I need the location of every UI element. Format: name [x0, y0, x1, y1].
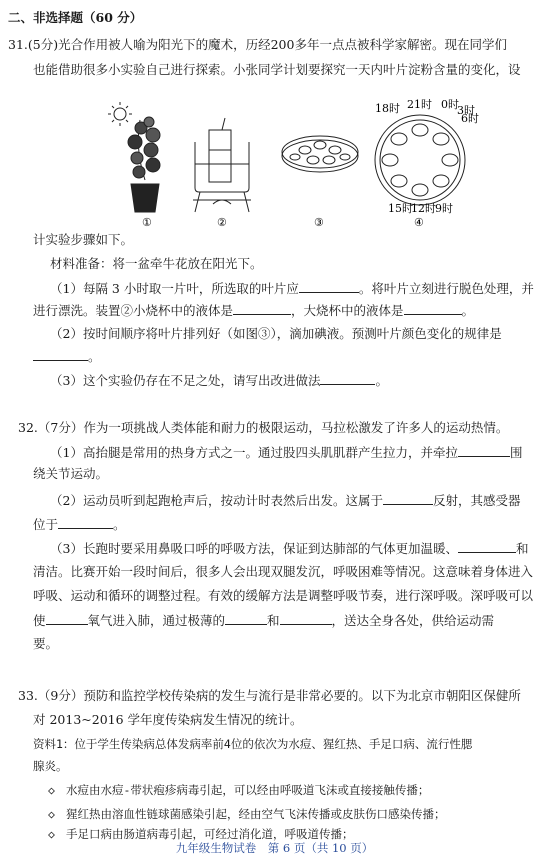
text: （2）运动员听到起跑枪声后，按动计时表然后出发。这属于 [50, 493, 383, 508]
text: ，大烧杯中的液体是 [291, 303, 404, 318]
figure-label-2: ② [217, 216, 227, 229]
diamond-bullet-icon: ◇ [48, 827, 55, 841]
time-label: 3时 [457, 104, 475, 117]
q32-part2-line1 [50, 492, 520, 509]
answer-blank[interactable] [458, 540, 516, 553]
q32-part3-line2: 清洁。比赛开始一段时间后，很多人会出现双腿发沉，呼吸困难等情况。这意味着身体进入 [33, 564, 534, 579]
time-label: 6时 [461, 112, 479, 125]
q33-line-2: 对 2013~2016 学年度传染病发生情况的统计。 [33, 712, 303, 727]
petri-dish-icon [282, 136, 358, 172]
time-label: 15时 [388, 202, 413, 215]
sun-icon [108, 102, 132, 126]
answer-blank[interactable] [320, 372, 375, 385]
text: 和 [515, 541, 529, 556]
figure-label-4: ④ [414, 216, 424, 229]
answer-blank[interactable] [280, 612, 332, 625]
time-label: 0时 [441, 98, 459, 111]
text: （1）高抬腿是常用的热身方式之一。通过股四头肌肌群产生拉力，并牵拉 [50, 445, 458, 460]
q31-part1-line2 [33, 302, 474, 319]
answer-blank[interactable] [458, 444, 510, 457]
answer-blank[interactable] [46, 612, 88, 625]
text: ，送达全身各处，供给运动需 [331, 613, 495, 628]
q33-line-1: 33.（9分）预防和监控学校传染病的发生与流行是非常必要的。以下为北京市朝阳区保健所 [18, 688, 521, 703]
page-footer: 九年级生物试卷 第 6 页（共 10 页） [175, 841, 374, 855]
experiment-figure [95, 98, 479, 230]
answer-blank[interactable] [299, 280, 359, 293]
diamond-bullet-icon: ◇ [48, 783, 55, 797]
q33-material-2: 腺炎。 [33, 759, 68, 773]
q31-material: 材料准备：将一盆牵牛花放在阳光下。 [50, 256, 263, 271]
text: 。将叶片立刻进行脱色处理，并 [358, 281, 534, 296]
text: 手足口病由肠道病毒引起，可经过消化道，呼吸道传播； [66, 827, 354, 841]
answer-blank[interactable] [225, 612, 267, 625]
potted-plant-icon [128, 117, 160, 212]
text: 猩红热由溶血性链球菌感染引起，经由空气飞沫传播或皮肤伤口感染传播； [66, 807, 446, 821]
text: 。 [375, 373, 388, 388]
q32-line-1: 32.（7分）作为一项挑战人类体能和耐力的极限运动，马拉松激发了许多人的运动热情。 [18, 420, 509, 435]
answer-blank[interactable] [233, 302, 291, 315]
q32-part3-line4 [33, 612, 494, 629]
text: 水痘由水痘-带状疱疹病毒引起，可以经由呼吸道飞沫或直接接触传播； [66, 783, 430, 797]
q32-part2-line2 [33, 516, 126, 533]
answer-blank[interactable] [58, 516, 113, 529]
time-label: 12时 [411, 202, 436, 215]
diamond-bullet-icon: ◇ [48, 807, 55, 821]
time-label: 18时 [375, 102, 400, 115]
q33-bullet-2 [48, 806, 446, 822]
text: 进行漂洗。装置②小烧杯中的液体是 [33, 303, 234, 318]
q31-line-1: 31.(5分)光合作用被人喻为阳光下的魔术，历经200多年一点点被科学家解密。现在同学们 [8, 37, 507, 52]
time-label: 9时 [435, 202, 453, 215]
answer-blank[interactable] [383, 492, 433, 505]
answer-blank[interactable] [33, 348, 88, 361]
text: （3）长跑时要采用鼻吸口呼的呼吸方法，保证到达肺部的气体更加温暖、 [50, 541, 458, 556]
text: 使 [33, 613, 46, 628]
time-label: 21时 [407, 98, 432, 111]
q31-part3 [50, 372, 388, 389]
q32-part3-line1 [50, 540, 528, 557]
text: （3）这个实验仍存在不足之处，请写出改进做法 [50, 373, 321, 388]
q32-part3-line3: 呼吸、运动和循环的调整过程。有效的缓解方法是调整呼吸节奏，进行深呼吸。深呼吸可以 [33, 588, 534, 603]
leaf-arrangement-icon [375, 115, 465, 205]
text: 。 [461, 303, 475, 318]
q31-part2-line1: （2）按时间顺序将叶片排列好（如图③），滴加碘液。预测叶片颜色变化的规律是 [50, 326, 502, 341]
section-title: 二、非选择题（60 分） [8, 10, 143, 25]
q32-part1-line2: 绕关节运动。 [33, 466, 109, 481]
answer-blank[interactable] [404, 302, 462, 315]
q31-part1-line1 [50, 280, 534, 297]
q31-line-2: 也能借助很多小实验自己进行探索。小张同学计划要探究一天内叶片淀粉含量的变化，设 [33, 62, 521, 77]
q32-part1-line1 [50, 444, 522, 461]
q32-part3-line5: 要。 [33, 636, 59, 651]
text: （1）每隔 3 小时取一片叶，所选取的叶片应 [50, 281, 299, 296]
text: 围 [509, 445, 523, 460]
text: 氧气进入肺，通过极薄的 [87, 613, 226, 628]
q31-line-3: 计实验步骤如下。 [33, 232, 134, 247]
text: 。 [88, 349, 101, 364]
text: 和 [267, 613, 280, 628]
text: 位于 [33, 517, 59, 532]
text: 。 [113, 517, 126, 532]
figure-label-3: ③ [314, 216, 324, 229]
figure-label-1: ① [142, 216, 152, 229]
beaker-apparatus-icon [193, 118, 251, 212]
q33-bullet-1 [48, 782, 429, 798]
q31-part2-line2 [33, 348, 101, 365]
text: 反射，其感受器 [432, 493, 521, 508]
q33-material-1: 资料1：位于学生传染病总体发病率前4位的依次为水痘、猩红热、手足口病、流行性腮 [33, 737, 473, 751]
